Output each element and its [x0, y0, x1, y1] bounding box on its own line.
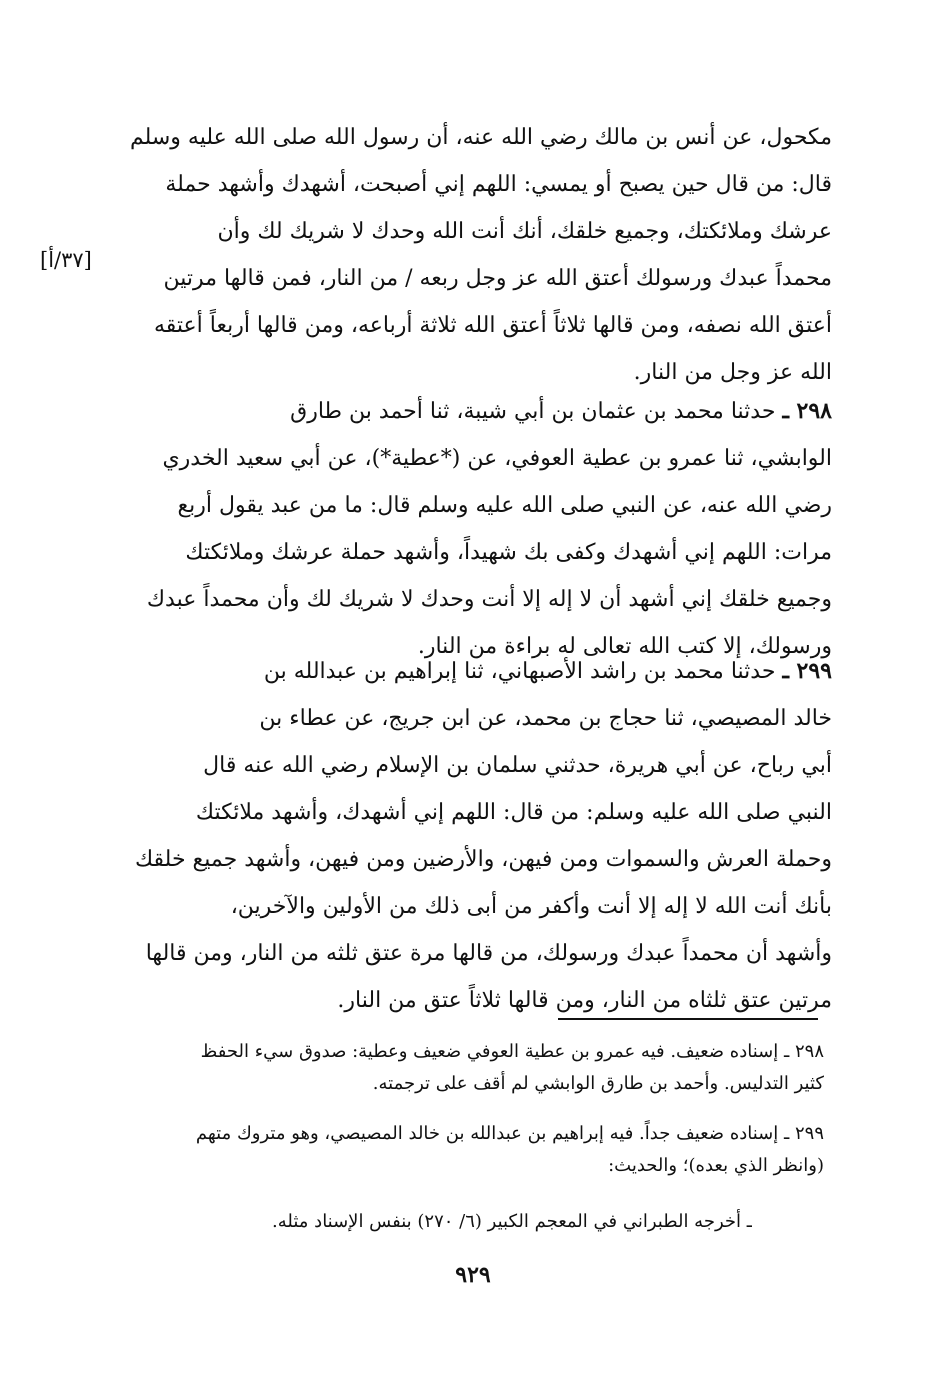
page-number: ٩٢٩: [455, 1262, 491, 1288]
folio-reference: [٣٧/أ]: [40, 248, 92, 272]
text-line: ورسولك، إلا كتب الله تعالى له براءة من النار.: [417, 634, 832, 659]
text-line: الله عز وجل من النار.: [633, 360, 832, 385]
text-line: الوابشي، ثنا عمرو بن عطية العوفي، عن (*عطية*)، عن أبي سعيد الخدري: [162, 446, 832, 471]
text-line: أبي رباح، عن أبي هريرة، حدثني سلمان بن الإسلام رضي الله عنه قال: [203, 753, 832, 778]
footnote-line: (وانظر الذي بعده)؛ والحديث:: [608, 1155, 824, 1176]
footnote-divider: [558, 1018, 818, 1020]
footnote-299: [118, 1118, 824, 1182]
footnote-line: ٢٩٩ ـ إسناده ضعيف جداً. فيه إبراهيم بن عبدالله بن خالد المصيصي، وهو متروك متهم: [195, 1123, 824, 1144]
text-line: مكحول، عن أنس بن مالك رضي الله عنه، أن رسول الله صلى الله عليه وسلم: [129, 125, 832, 150]
text-line: وحملة العرش والسموات ومن فيهن، والأرضين ومن فيهن، وأشهد جميع خلقك: [135, 847, 832, 872]
text-line: وجميع خلقك إني أشهد أن لا إله إلا أنت وحدك لا شريك لك وأن محمداً عبدك: [146, 587, 832, 612]
text-segment: حدثنا محمد بن عثمان بن أبي شيبة، ثنا أحمد بن طارق: [290, 399, 776, 424]
footnote-298: [118, 1036, 824, 1100]
text-line: قال: من قال حين يصبح أو يمسي: اللهم إني أصبحت، أشهدك وأشهد حملة: [165, 172, 832, 197]
text-line: مرات: اللهم إني أشهدك وكفى بك شهيداً، وأشهد حملة عرشك وملائكتك: [185, 540, 832, 565]
footnote-line: ـ أخرجه الطبراني في المعجم الكبير (٦/ ٢٧٠) بنفس الإسناد مثله.: [272, 1211, 752, 1232]
hadith-number: ٢٩٩ ـ: [782, 658, 832, 684]
text-line: بأنك أنت الله لا إله إلا أنت وأكفر من أبى ذلك من الأولين والآخرين،: [230, 894, 832, 919]
text-line: عرشك وملائكتك، وجميع خلقك، أنك أنت الله وحدك لا شريك لك وأن: [217, 219, 832, 244]
hadith-298: [120, 388, 832, 670]
footnote-line: ٢٩٨ ـ إسناده ضعيف. فيه عمرو بن عطية العوفي ضعيف وعطية: صدوق سيء الحفظ: [200, 1041, 824, 1062]
paragraph-continued: [120, 114, 832, 396]
hadith-number: ٢٩٨ ـ: [782, 398, 832, 424]
text-line: خالد المصيصي، ثنا حجاج بن محمد، عن ابن جريج، عن عطاء بن: [259, 706, 832, 731]
text-line: رضي الله عنه، عن النبي صلى الله عليه وسلم قال: ما من عبد يقول أربع: [177, 493, 832, 518]
text-line: [120, 648, 832, 695]
footnote-line: كثير التدليس. وأحمد بن طارق الوابشي لم أقف على ترجمته.: [372, 1073, 824, 1094]
text-line: [120, 388, 832, 435]
text-line: النبي صلى الله عليه وسلم: من قال: اللهم إني أشهدك، وأشهد ملائكتك: [195, 800, 832, 825]
footnote-299-source: [272, 1206, 752, 1238]
text-segment: حدثنا محمد بن راشد الأصبهاني، ثنا إبراهيم بن عبدالله بن: [263, 659, 776, 684]
text-line: وأشهد أن محمداً عبدك ورسولك، من قالها مرة عتق ثلثه من النار، ومن قالها: [145, 941, 832, 966]
text-line: مرتين عتق ثلثاه من النار، ومن قالها ثلاثاً عتق من النار.: [337, 988, 832, 1013]
hadith-299: [120, 648, 832, 1024]
text-line: أعتق الله نصفه، ومن قالها ثلاثاً أعتق الله ثلاثة أرباعه، ومن قالها أربعاً أعتقه: [153, 313, 832, 338]
text-line: محمداً عبدك ورسولك أعتق الله عز وجل ربعه / من النار، فمن قالها مرتين: [163, 266, 832, 291]
